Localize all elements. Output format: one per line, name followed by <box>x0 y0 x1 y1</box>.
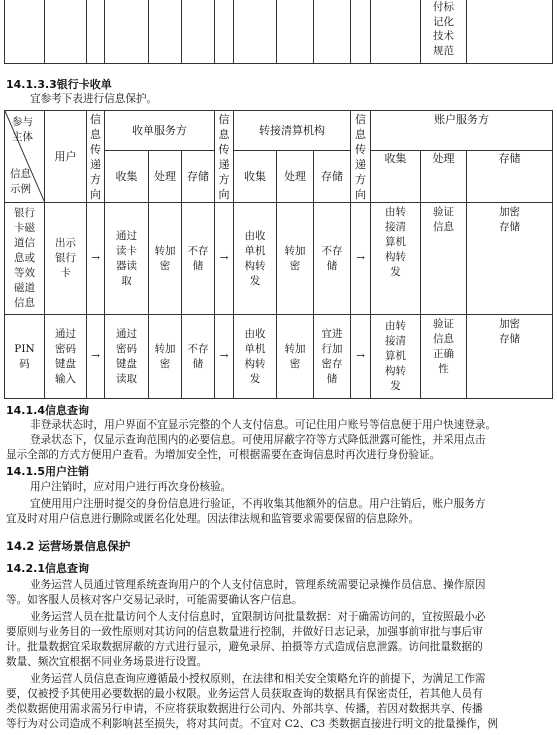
fragment-cell <box>351 0 371 64</box>
fragment-cell <box>467 0 553 64</box>
fragment-cell <box>182 0 215 64</box>
section-intro: 宜参考下表进行信息保护。 <box>30 93 158 105</box>
paragraph: 登录状态下，仅显示查询范围内的必要信息。可使用屏蔽字符等方式降低泄露可能性，并采用点击 <box>30 434 486 446</box>
cell-acq-store: 不存 储 <box>182 203 215 315</box>
section-title-bank-card-acquiring: 14.1.3.3银行卡收单 <box>6 78 112 91</box>
cell-clr-process: 转加 密 <box>277 315 314 399</box>
paragraph: 非登录状态时，用户界面不宜显示完整的个人支付信息。可记住用户账号等信息便于用户快速登录。 <box>30 419 497 431</box>
cell-line: 技术 <box>433 30 454 42</box>
cell-acc-collect: 由转 接清 算机 构转 发 <box>371 315 421 399</box>
cell-acc-store: 加密 存储 <box>467 203 553 315</box>
cell-acq-process: 转加 密 <box>149 203 182 315</box>
fragment-cell <box>87 0 105 64</box>
arrow-right-icon: → <box>87 315 105 399</box>
header-account-service: 账户服务方 <box>371 111 553 151</box>
corner-info-example-label: 信息 示例 <box>10 168 31 195</box>
section-title-info-query: 14.1.4信息查询 <box>6 404 89 417</box>
header-flow-direction-3: 信 息 传 递 方 向 <box>351 111 371 203</box>
cell-acq-collect: 通过 读卡 器读 取 <box>105 203 149 315</box>
arrow-right-icon: → <box>351 203 371 315</box>
header-flow-direction-1: 信 息 传 递 方 向 <box>87 111 105 203</box>
arrow-right-icon: → <box>351 315 371 399</box>
paragraph: 宜使用用户注册时提交的身份信息进行验证，不再收集其他额外的信息。用户注销后，账户服务方 <box>30 498 486 510</box>
cell-acq-collect: 通过 密码 键盘 读取 <box>105 315 149 399</box>
header-flow-direction-2: 信 息 传 递 方 向 <box>215 111 234 203</box>
cell-line: 记化 <box>433 15 454 28</box>
paragraph: 数量、频次宜根据不同业务场景进行设置。 <box>6 656 208 668</box>
cell-user: 通过 密码 键盘 输入 <box>45 315 87 399</box>
row-label: 银行 卡磁 道信 息或 等效 磁道 信息 <box>5 203 45 315</box>
sub-process: 处理 <box>149 151 182 203</box>
fragment-cell <box>277 0 314 64</box>
previous-table-fragment <box>4 0 553 64</box>
paragraph: 要原则与业务目的一致性原则对其访问的信息数量进行控制，并做好日志记录，加强事前审批与事后审 <box>6 626 483 638</box>
fragment-cell <box>234 0 277 64</box>
header-corner-cell <box>5 111 45 203</box>
header-clearing-institution: 转接清算机构 <box>234 111 351 151</box>
paragraph: 显示全部的方式方便用户查看。为增加安全性，可根据需要在查询信息时再次进行身份验证。 <box>6 449 441 461</box>
sub-process: 处理 <box>277 151 314 203</box>
cell-clr-store: 不存 储 <box>314 203 351 315</box>
sub-store: 存储 <box>314 151 351 203</box>
cell-acc-store: 加密 存储 <box>467 315 553 399</box>
paragraph: 宜及时对用户信息进行删除或匿名化处理。因法律法规和监管要求需要保留的信息除外。 <box>6 513 420 525</box>
fragment-cell-tokenization <box>421 0 467 64</box>
cell-clr-collect: 由收 单机 构转 发 <box>234 315 277 399</box>
paragraph: 业务运营人员通过管理系统查询用户的个人支付信息时，管理系统需要记录操作员信息、操作原因 <box>30 579 486 591</box>
cell-line: 付标 <box>433 1 454 13</box>
cell-line: 规范 <box>433 44 454 57</box>
cell-acq-process: 转加 密 <box>149 315 182 399</box>
sub-process: 处理 <box>421 151 467 203</box>
table-row <box>5 315 553 399</box>
paragraph: 业务运营人员信息查询应遵循最小授权原则，在法律和相关安全策略允许的前提下，为满足工作需 <box>30 673 486 685</box>
arrow-right-icon: → <box>215 203 234 315</box>
paragraph: 等。如客服人员核对客户交易记录时，可能需要确认客户信息。 <box>6 594 303 606</box>
cell-acq-store: 不存 储 <box>182 315 215 399</box>
paragraph: 用户注销时，应对用户进行再次身份核验。 <box>30 481 232 493</box>
header-acquiring-service: 收单服务方 <box>105 111 215 151</box>
fragment-cell <box>105 0 149 64</box>
fragment-cell <box>314 0 351 64</box>
cell-acc-process: 验证 信息 正确 性 <box>421 315 467 399</box>
bank-card-info-protection-table <box>4 110 553 399</box>
paragraph: 等行为对公司造成不利影响甚至损失，将对其问责。不宜对 C2、C3 类数据直接进行明文的批量操作，例 <box>6 718 498 730</box>
arrow-right-icon: → <box>215 315 234 399</box>
sub-collect: 收集 <box>234 151 277 203</box>
sub-collect: 收集 <box>105 151 149 203</box>
cell-user: 出示 银行 卡 <box>45 203 87 315</box>
paragraph: 计。批量数据宜采取数据屏蔽的方式进行显示，避免录屏、拍摄等方式造成信息泄露。访问批量数据的 <box>6 641 483 653</box>
section-title-user-deregistration: 14.1.5用户注销 <box>6 465 89 478</box>
cell-clr-store: 宜进 行加 密存 储 <box>314 315 351 399</box>
row-label: PIN 码 <box>5 315 45 399</box>
cell-clr-process: 转加 密 <box>277 203 314 315</box>
cell-clr-collect: 由收 单机 构转 发 <box>234 203 277 315</box>
header-user: 用户 <box>45 111 87 203</box>
section-title-ops-info-query: 14.2.1信息查询 <box>6 562 89 575</box>
paragraph: 要，仅被授予其使用必要数据的最小权限。业务运营人员获取查询的数据具有保密责任，若其他人员有 <box>6 688 483 700</box>
fragment-cell <box>215 0 234 64</box>
sub-store: 存储 <box>467 151 553 203</box>
sub-store: 存储 <box>182 151 215 203</box>
cell-acc-collect: 由转 接清 算机 构转 发 <box>371 203 421 315</box>
section-title-operations-scenario: 14.2 运营场景信息保护 <box>6 539 131 553</box>
corner-participant-label: 参与 主体 <box>12 116 33 143</box>
sub-collect: 收集 <box>371 151 421 203</box>
paragraph: 类似数据使用需求需另行申请，不应将获取数据进行公司内、外部共享、传播，若因对数据共享、传播 <box>6 703 483 715</box>
table-row <box>5 203 553 315</box>
fragment-cell <box>149 0 182 64</box>
cell-acc-process: 验证 信息 <box>421 203 467 315</box>
arrow-right-icon: → <box>87 203 105 315</box>
fragment-cell <box>371 0 421 64</box>
paragraph: 业务运营人员在批量访问个人支付信息时，宜限制访问批量数据：对于确需访问的，宜按照最小必 <box>30 611 486 623</box>
fragment-cell <box>5 0 45 64</box>
fragment-cell <box>45 0 87 64</box>
